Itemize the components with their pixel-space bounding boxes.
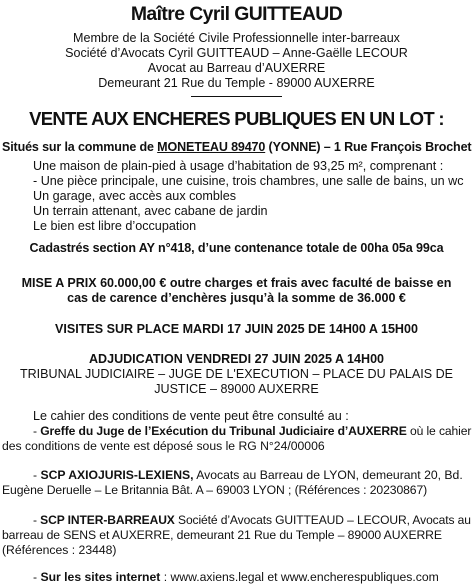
header-membership: Membre de la Société Civile Professionnelle inter-barreaux — [73, 31, 400, 45]
adjudication-date: ADJUDICATION VENDREDI 27 JUIN 2025 A 14H00 — [88, 352, 385, 366]
interbarreaux-dash: - — [33, 513, 41, 527]
greffe-rest: où le cahier — [406, 424, 472, 438]
visit-schedule: VISITES SUR PLACE MARDI 17 JUIN 2025 DE 14H00 A 15H00 — [55, 322, 418, 336]
description-line: Un garage, avec accès aux combles — [33, 189, 237, 203]
property-location — [2, 141, 471, 154]
interbarreaux-label: SCP INTER-BARREAUX — [40, 513, 175, 527]
reserve-price: cas de carence d’enchères jusqu’à la somme de 36.000 € — [67, 291, 406, 305]
greffe-dash: - — [33, 424, 41, 438]
interbarreaux-rest: Société d’Avocats GUITTEAUD – LECOUR, Avocats au — [174, 513, 471, 527]
description-line: - Une pièce principale, une cuisine, trois chambres, une salle de bains, un wc — [33, 174, 464, 188]
greffe-label: Greffe du Juge de l’Exécution du Tribunal Judiciaire d’AUXERRE — [40, 424, 407, 438]
axiojuris-label: SCP AXIOJURIS-LEXIENS, — [40, 468, 194, 482]
starting-price: MISE A PRIX 60.000,00 € outre charges et frais avec faculté de baisse en — [21, 276, 452, 290]
description-line: Le bien est libre d’occupation — [33, 219, 197, 233]
court-address: JUSTICE – 89000 AUXERRE — [154, 382, 319, 396]
description-line: Un terrain attenant, avec cabane de jardin — [33, 204, 268, 218]
header-divider — [191, 96, 282, 97]
location-suffix: (YONNE) – 1 Rue François Brochet — [265, 140, 472, 154]
lawyer-name: Maître Cyril GUITTEAUD — [130, 3, 343, 25]
websites-dash: - — [33, 570, 41, 584]
header-address: Demeurant 21 Rue du Temple - 89000 AUXERRE — [98, 76, 375, 90]
header-firm: Société d’Avocats Cyril GUITTEAUD – Anne-Gaëlle LECOUR — [65, 46, 408, 60]
notice-title: VENTE AUX ENCHERES PUBLIQUES EN UN LOT : — [29, 108, 444, 129]
websites-entry — [33, 571, 439, 583]
axiojuris-rest: Avocats au Barreau de LYON, demeurant 20, Bd. — [193, 468, 463, 482]
greffe-entry — [33, 425, 471, 437]
description-line: Une maison de plain-pied à usage d’habitation de 93,25 m², comprenant : — [33, 159, 444, 173]
location-prefix: Situés sur la commune de — [2, 140, 158, 154]
axiojuris-dash: - — [33, 468, 41, 482]
axiojuris-entry — [33, 469, 463, 481]
websites-label: Sur les sites internet — [40, 570, 161, 584]
interbarreaux-detail: barreau de SENS et AUXERRE, demeurant 21 Rue du Temple – 89000 AUXERRE — [2, 528, 442, 542]
conditions-intro: Le cahier des conditions de vente peut être consulté au : — [33, 409, 349, 423]
court-address: TRIBUNAL JUDICIAIRE – JUGE DE L'EXECUTION – PLACE DU PALAIS DE — [19, 367, 454, 381]
cadastre-info: Cadastrés section AY n°418, d’une contenance totale de 00ha 05a 99ca — [29, 241, 444, 255]
header-bar: Avocat au Barreau d’AUXERRE — [147, 61, 326, 75]
location-commune: MONETEAU 89470 — [157, 140, 266, 154]
axiojuris-detail: Eugène Deruelle – Le Britannia Bât. A – 69003 LYON ; (Références : 20230867) — [2, 483, 428, 497]
websites-rest: : www.axiens.legal et www.encherespubliques.com — [160, 570, 439, 584]
interbarreaux-entry — [33, 514, 471, 526]
greffe-detail: des conditions de vente est déposé sous le RG N°24/00006 — [2, 439, 325, 453]
interbarreaux-reference: (Références : 23448) — [2, 543, 117, 557]
